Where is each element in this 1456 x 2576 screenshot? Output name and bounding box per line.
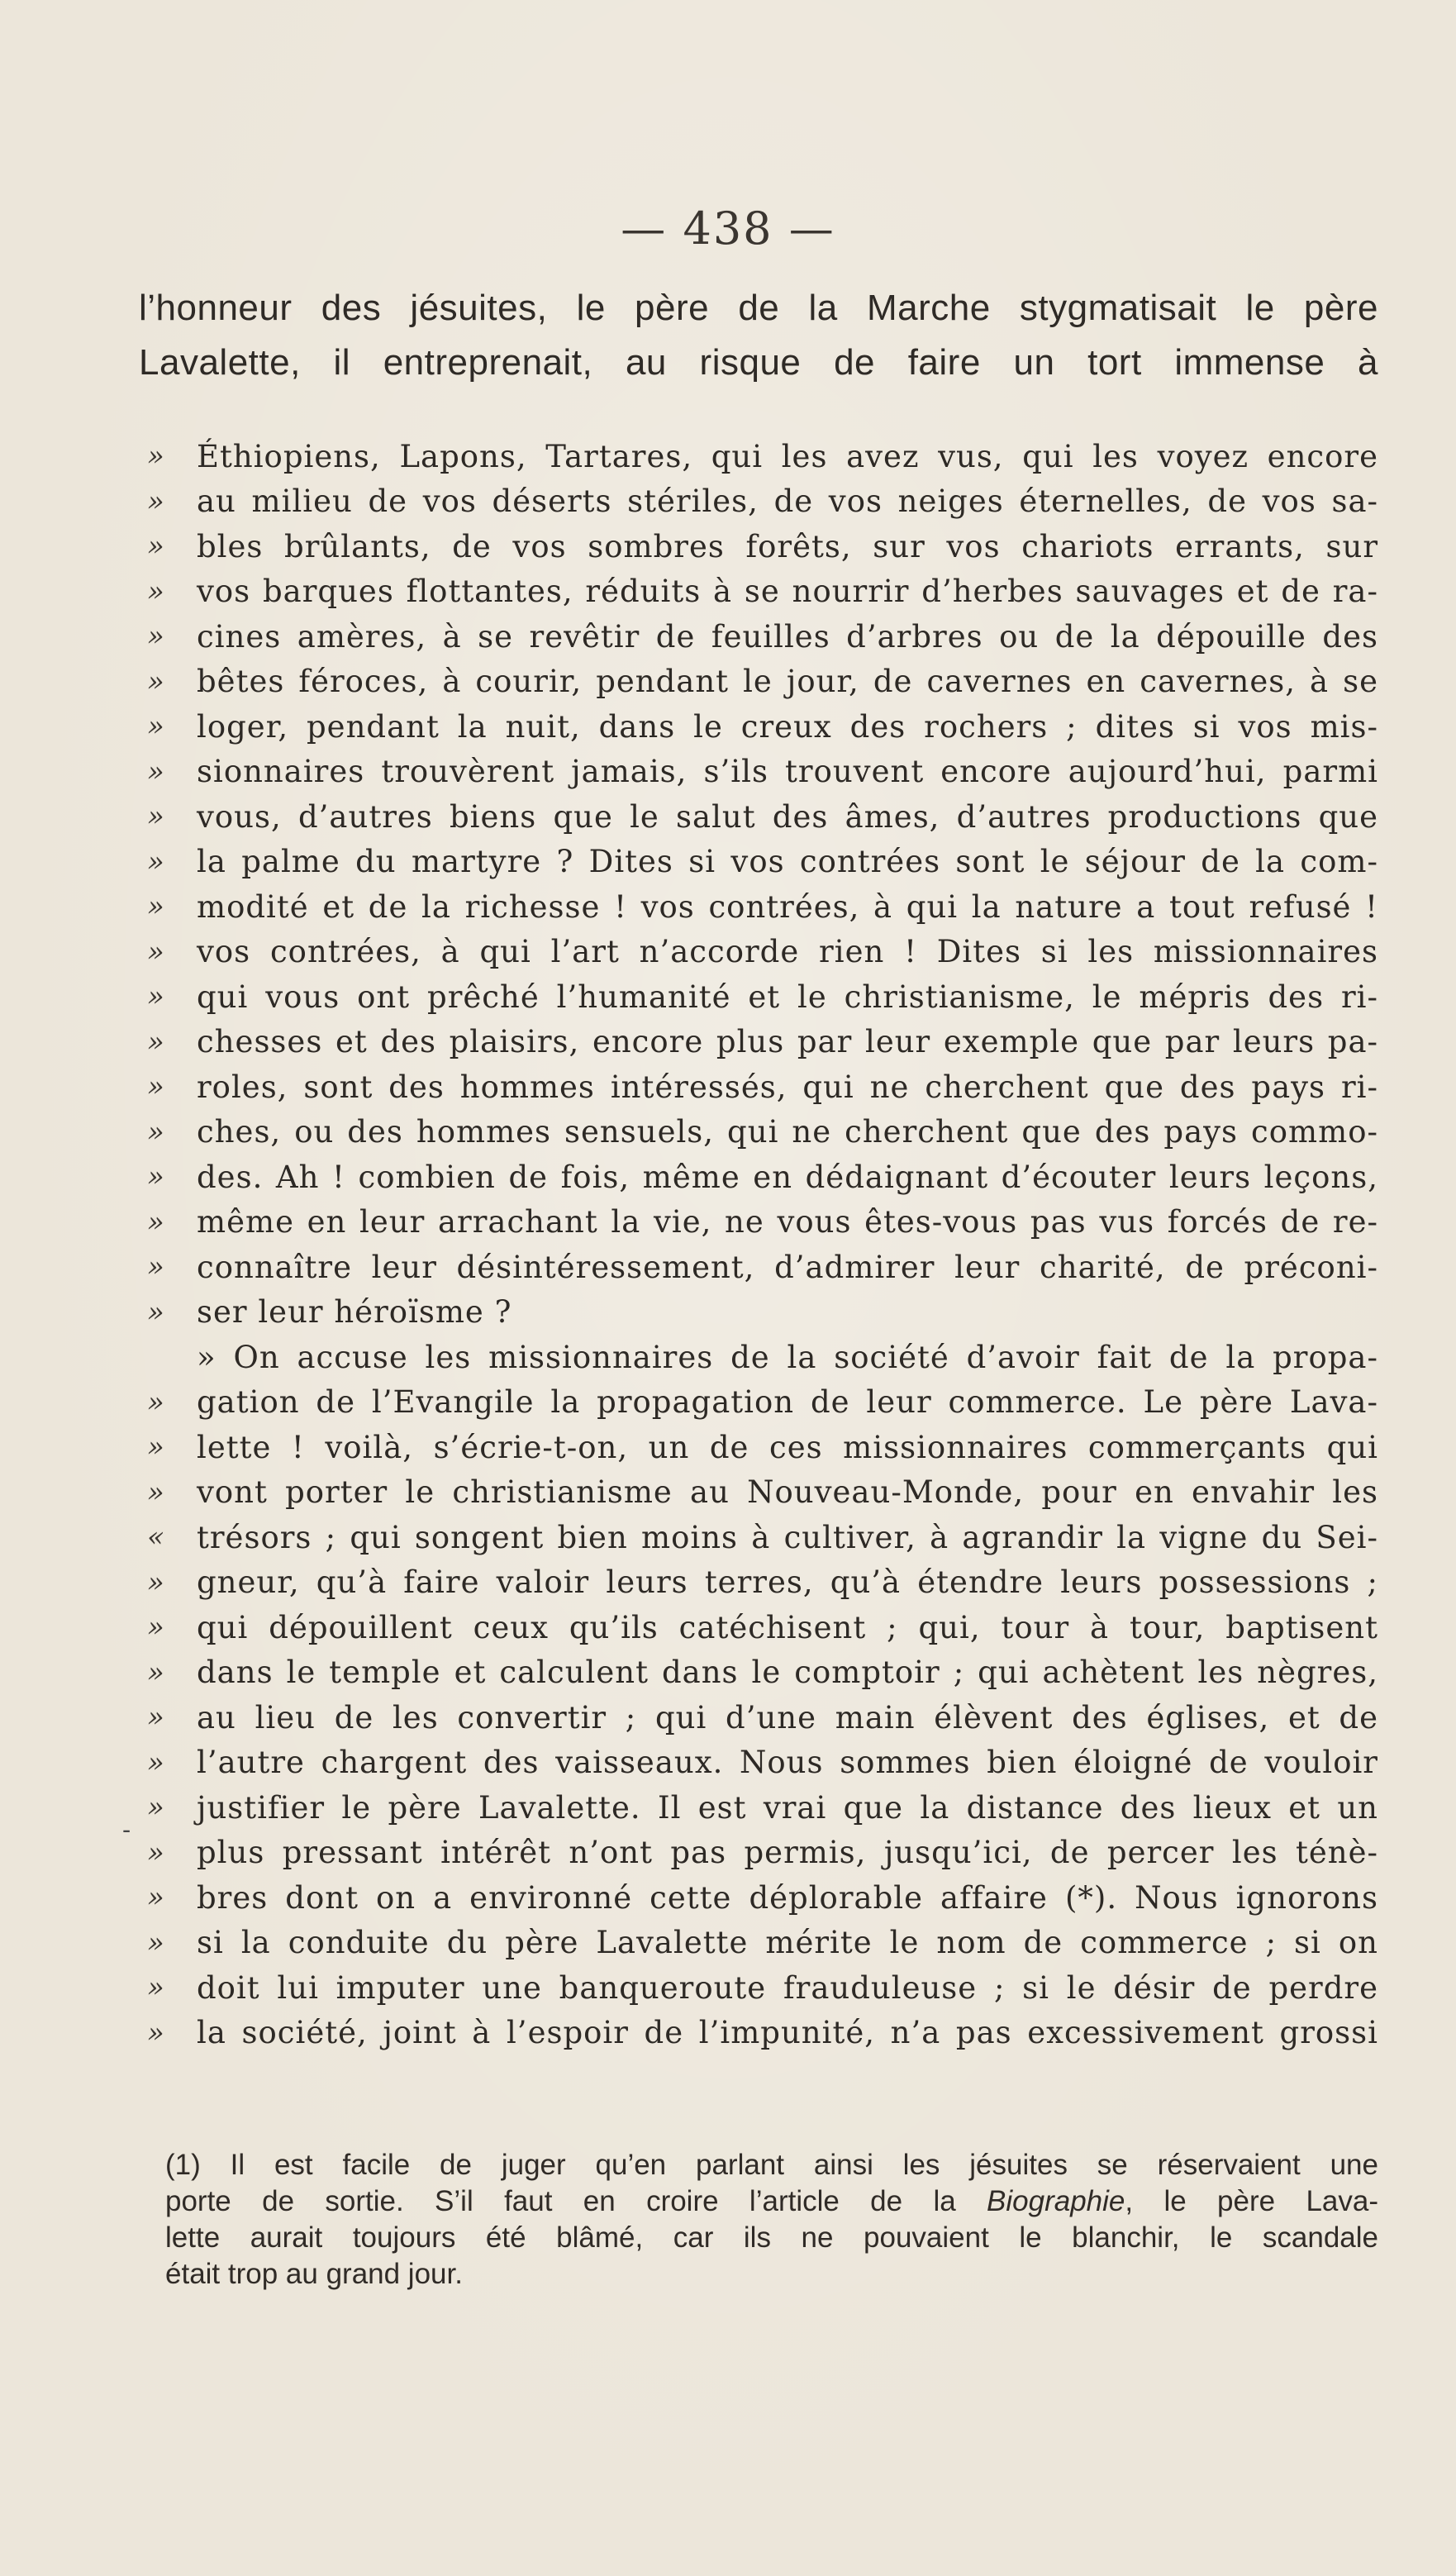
quote-line xyxy=(147,1064,1378,1110)
guillemet-mark: » xyxy=(147,440,164,474)
guillemet-mark: » xyxy=(147,1701,164,1735)
intro-line: l’honneur des jésuites, le père de la Marche stygmatisait le père xyxy=(139,288,1378,328)
quote-line-text: gation de l’Evangile la propagation de leur commerce. Le père Lava- xyxy=(197,1384,1378,1421)
guillemet-mark: » xyxy=(147,1025,164,1059)
quote-line-text: justifier le père Lavalette. Il est vrai que la distance des lieux et un xyxy=(197,1789,1378,1826)
quote-line xyxy=(147,1020,1378,1065)
footnote xyxy=(165,2147,1378,2293)
guillemet-mark: » xyxy=(147,1295,164,1329)
quote-line xyxy=(147,1380,1378,1426)
quote-line xyxy=(147,659,1378,705)
quote-line-text: qui vous ont prêché l’humanité et le christianisme, le mépris des ri- xyxy=(197,978,1378,1015)
guillemet-mark: » xyxy=(147,1070,164,1104)
quote-line-text: chesses et des plaisirs, encore plus par leur exemple que par leurs pa- xyxy=(197,1024,1378,1060)
quote-line xyxy=(147,1965,1378,2011)
quote-line-text: si la conduite du père Lavalette mérite le nom de commerce ; si on xyxy=(197,1925,1378,1961)
footnote-line: (1) Il est facile de juger qu’en parlant ainsi les jésuites se réservaient une xyxy=(165,2149,1378,2181)
quote-line-text: trésors ; qui songent bien moins à cultiver, à agrandir la vigne du Sei- xyxy=(197,1519,1378,1555)
quote-line xyxy=(147,524,1378,569)
guillemet-mark: » xyxy=(147,1655,164,1689)
guillemet-mark: » xyxy=(147,530,164,564)
quote-line xyxy=(147,2011,1378,2056)
quote-line-text: bles brûlants, de vos sombres forêts, sur vos chariots errants, sur xyxy=(197,528,1378,564)
quote-line-text: vos barques flottantes, réduits à se nourrir d’herbes sauvages et de ra- xyxy=(197,574,1378,610)
footnote-line: lette aurait toujours été blâmé, car ils ne pouvaient le blanchir, le scandale xyxy=(165,2221,1378,2254)
guillemet-mark: » xyxy=(147,1205,164,1239)
quote-line-text: vos contrées, à qui l’art n’accorde rien ! Dites si les missionnaires xyxy=(197,934,1378,970)
quote-line-text: roles, sont des hommes intéressés, qui ne cherchent que des pays ri- xyxy=(197,1069,1378,1105)
guillemet-mark: » xyxy=(147,1250,164,1284)
quote-line xyxy=(147,1560,1378,1606)
guillemet-mark: « xyxy=(147,1521,164,1555)
quote-line-text: lette ! voilà, s’écrie-t-on, un de ces missionnaires commerçants qui xyxy=(197,1429,1378,1465)
quote-line xyxy=(147,1515,1378,1560)
quote-line xyxy=(147,1650,1378,1696)
guillemet-mark: » xyxy=(147,1926,164,1959)
guillemet-mark: » xyxy=(147,1565,164,1599)
quote-line xyxy=(147,750,1378,795)
quote-line xyxy=(147,1875,1378,1921)
quotation-block xyxy=(147,434,1378,2055)
quote-line xyxy=(147,1110,1378,1155)
quote-line-text: la palme du martyre ? Dites si vos contrées sont le séjour de la com- xyxy=(197,844,1378,880)
quote-line xyxy=(147,1155,1378,1200)
quote-line-text: modité et de la richesse ! vos contrées, à qui la nature a tout refusé ! xyxy=(197,888,1378,925)
guillemet-mark: » xyxy=(147,1611,164,1645)
quote-line xyxy=(147,884,1378,930)
guillemet-mark: » xyxy=(147,755,164,788)
guillemet-mark: » xyxy=(147,800,164,834)
quote-line xyxy=(147,1695,1378,1740)
quote-line-text: ser leur héroïsme ? xyxy=(197,1294,512,1331)
quote-line xyxy=(147,1200,1378,1245)
guillemet-mark: » xyxy=(147,1115,164,1149)
quote-line xyxy=(147,1831,1378,1876)
guillemet-mark: » xyxy=(147,980,164,1014)
quote-line-text: sionnaires trouvèrent jamais, s’ils trouvent encore aujourd’hui, parmi xyxy=(197,754,1378,790)
guillemet-mark: » xyxy=(147,935,164,969)
quote-line-text: connaître leur désintéressement, d’admirer leur charité, de préconi- xyxy=(197,1249,1378,1285)
guillemet-mark: » xyxy=(147,664,164,698)
margin-mark: - xyxy=(122,1816,131,1845)
guillemet-mark: » xyxy=(147,574,164,608)
quote-line xyxy=(147,1785,1378,1831)
quote-line-text: doit lui imputer une banqueroute frauduleuse ; si le désir de perdre xyxy=(197,1969,1378,2006)
quote-line-text: l’autre chargent des vaisseaux. Nous sommes bien éloigné de vouloir xyxy=(197,1745,1378,1781)
quote-line xyxy=(147,1425,1378,1470)
quote-line-text: vont porter le christianisme au Nouveau-Monde, pour en envahir les xyxy=(197,1474,1378,1511)
quote-line xyxy=(147,1740,1378,1786)
quote-line xyxy=(147,1290,1378,1336)
quote-line xyxy=(147,794,1378,840)
quote-line-text: la société, joint à l’espoir de l’impunité, n’a pas excessivement grossi xyxy=(197,2015,1378,2051)
quote-line-text: des. Ah ! combien de fois, même en dédaignant d’écouter leurs leçons, xyxy=(197,1159,1378,1195)
quote-line-text: bêtes féroces, à courir, pendant le jour, de cavernes en cavernes, à se xyxy=(197,664,1378,700)
quote-line-text: dans le temple et calculent dans le comptoir ; qui achètent les nègres, xyxy=(197,1655,1378,1691)
quote-line-text: cines amères, à se revêtir de feuilles d’arbres ou de la dépouille des xyxy=(197,618,1378,655)
quote-line xyxy=(147,704,1378,750)
guillemet-mark: » xyxy=(147,484,164,518)
quote-line-text: ches, ou des hommes sensuels, qui ne cherchent que des pays commo- xyxy=(197,1114,1378,1150)
quote-line-text: vous, d’autres biens que le salut des âmes, d’autres productions que xyxy=(197,798,1378,835)
guillemet-mark: » xyxy=(147,1971,164,2005)
guillemet-mark: » xyxy=(147,845,164,879)
quote-line-text: même en leur arrachant la vie, ne vous êtes-vous pas vus forcés de re- xyxy=(197,1204,1378,1240)
guillemet-mark: » xyxy=(147,1881,164,1915)
page-number: — 438 — xyxy=(621,202,835,255)
quote-line xyxy=(147,569,1378,615)
guillemet-mark: » xyxy=(147,710,164,744)
quote-line xyxy=(147,1605,1378,1650)
guillemet-mark: » xyxy=(147,1745,164,1779)
guillemet-mark: » xyxy=(147,2016,164,2050)
quote-line-text: » On accuse les missionnaires de la société d’avoir fait de la propa- xyxy=(197,1339,1378,1375)
quote-line xyxy=(147,614,1378,659)
guillemet-mark: » xyxy=(147,890,164,924)
quote-line xyxy=(147,434,1378,479)
intro-paragraph xyxy=(139,281,1378,390)
quote-line xyxy=(147,974,1378,1020)
quote-line-text: qui dépouillent ceux qu’ils catéchisent ; qui, tour à tour, baptisent xyxy=(197,1609,1378,1645)
guillemet-mark: » xyxy=(147,1431,164,1464)
guillemet-mark: » xyxy=(147,620,164,654)
intro-line: Lavalette, il entreprenait, au risque de faire un tort immense à xyxy=(139,342,1378,383)
quote-line-text: Éthiopiens, Lapons, Tartares, qui les avez vus, qui les voyez encore xyxy=(197,438,1378,474)
quote-line xyxy=(147,479,1378,525)
quote-line-text: loger, pendant la nuit, dans le creux des rochers ; dites si vos mis- xyxy=(197,708,1378,745)
quote-line-text: au lieu de les convertir ; qui d’une main élèvent des églises, et de xyxy=(197,1699,1378,1736)
guillemet-mark: » xyxy=(147,1385,164,1419)
quote-line-text: au milieu de vos déserts stériles, de vos neiges éternelles, de vos sa- xyxy=(197,483,1378,520)
quote-line xyxy=(147,1921,1378,1966)
quote-line xyxy=(147,1335,1378,1380)
guillemet-mark: » xyxy=(147,1791,164,1825)
quote-line xyxy=(147,930,1378,975)
guillemet-mark: » xyxy=(147,1836,164,1869)
italic-title: Biographie xyxy=(987,2185,1125,2217)
quote-line xyxy=(147,840,1378,885)
quote-line-text: gneur, qu’à faire valoir leurs terres, qu’à étendre leurs possessions ; xyxy=(197,1564,1378,1601)
footnote-line: porte de sortie. S’il faut en croire l’article de la Biographie, le père Lava- xyxy=(165,2185,1378,2217)
quote-line-text: plus pressant intérêt n’ont pas permis, jusqu’ici, de percer les ténè- xyxy=(197,1835,1378,1871)
quote-line-text: bres dont on a environné cette déplorable affaire (*). Nous ignorons xyxy=(197,1879,1378,1916)
quote-line xyxy=(147,1245,1378,1290)
quote-line xyxy=(147,1470,1378,1516)
footnote-line: était trop au grand jour. xyxy=(165,2258,463,2290)
guillemet-mark: » xyxy=(147,1475,164,1509)
guillemet-mark: » xyxy=(147,1160,164,1194)
